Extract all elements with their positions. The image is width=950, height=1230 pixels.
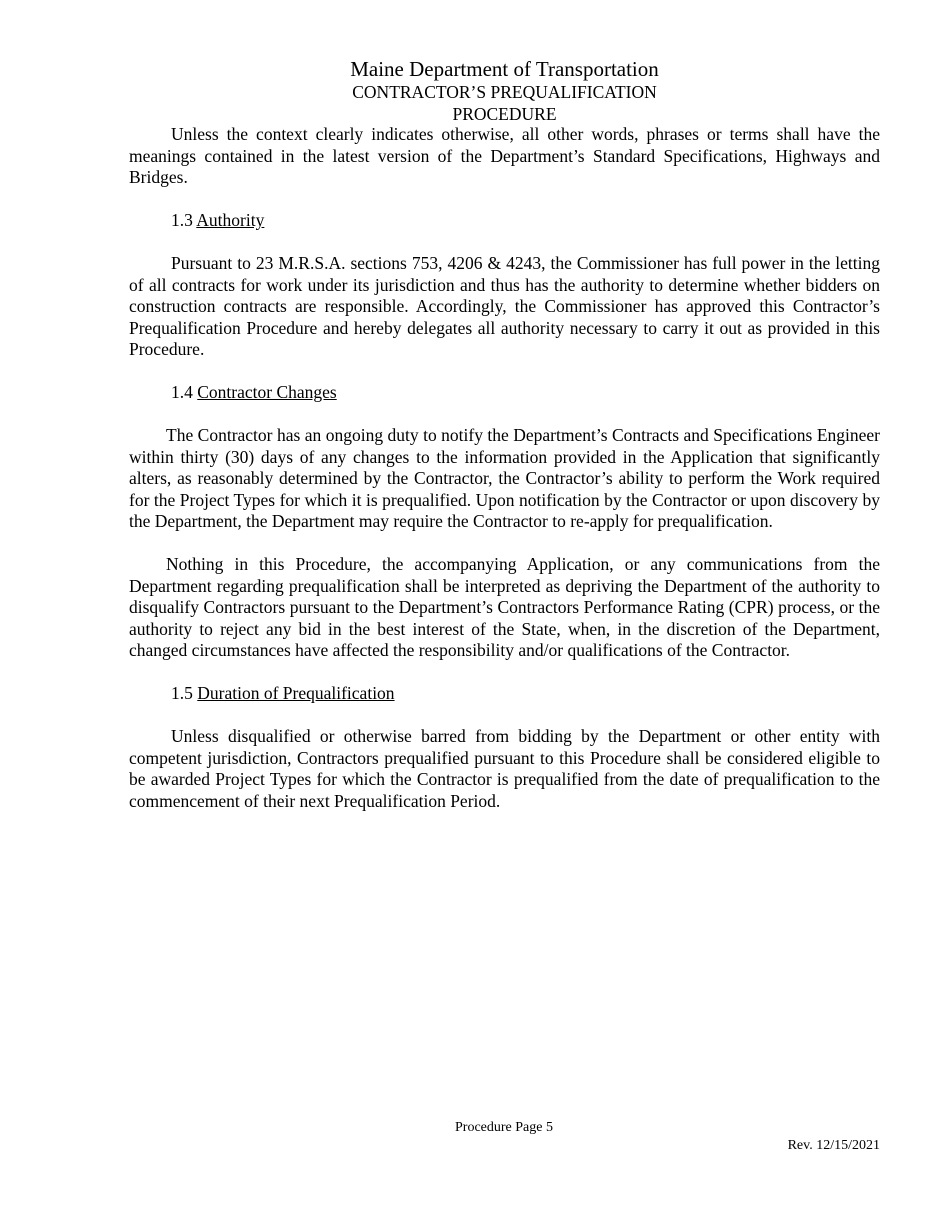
section-heading-duration [129,683,880,705]
document-subtitle-line-1: CONTRACTOR’S PREQUALIFICATION [352,82,657,102]
contractor-changes-paragraph-2: Nothing in this Procedure, the accompanying Application, or any communications from the Department regarding prequalification shall be interpreted as depriving the Department of the authority to disqualify Contractors pursuant to the Department’s Contractors Performance Rating (CPR) process, or the authority to reject any bid in the best interest of the State, when, in the discretion of the Department, changed circumstances have affected the responsibility and/or qualifications of the Contractor. [129,554,880,660]
contractor-changes-paragraph-1: The Contractor has an ongoing duty to notify the Department’s Contracts and Specifications Engineer within thirty (30) days of any changes to the information provided in the Application that significantly alters, as reasonably determined by the Contractor, the Contractor’s ability to perform the Work required for the Project Types for which it is prequalified. Upon notification by the Contractor or upon discovery by the Department, the Department may require the Contractor to re-apply for prequalification. [129,425,880,531]
duration-paragraph: Unless disqualified or otherwise barred from bidding by the Department or other entity with competent jurisdiction, Contractors prequalified pursuant to this Procedure shall be considered eligible to be awarded Project Types for which the Contractor is prequalified from the date of prequalification to the commencement of their next Prequalification Period. [129,726,880,811]
section-number: 1.4 [171,382,193,402]
section-heading-contractor-changes [129,382,880,404]
page-number-footer: Procedure Page 5 [455,1120,553,1135]
section-title: Contractor Changes [197,382,337,402]
document-title: Maine Department of Transportation [350,57,659,81]
intro-paragraph: Unless the context clearly indicates otherwise, all other words, phrases or terms shall have the meanings contained in the latest version of the Department’s Standard Specifications, Highways and Bridges. [129,124,880,187]
section-heading-authority [129,210,880,232]
document-body [129,124,880,812]
revision-date-footer: Rev. 12/15/2021 [787,1138,880,1153]
section-number: 1.3 [171,210,193,230]
document-header [129,56,880,125]
authority-paragraph: Pursuant to 23 M.R.S.A. sections 753, 4206 & 4243, the Commissioner has full power in the letting of all contracts for work under its jurisdiction and thus has the authority to determine whether bidders on construction contracts are responsible. Accordingly, the Commissioner has approved this Contractor’s Prequalification Procedure and hereby delegates all authority necessary to carry it out as provided in this Procedure. [129,253,880,359]
section-title: Duration of Prequalification [197,683,395,703]
section-title: Authority [196,210,265,230]
document-subtitle-line-2: PROCEDURE [452,103,557,124]
section-number: 1.5 [171,683,193,703]
